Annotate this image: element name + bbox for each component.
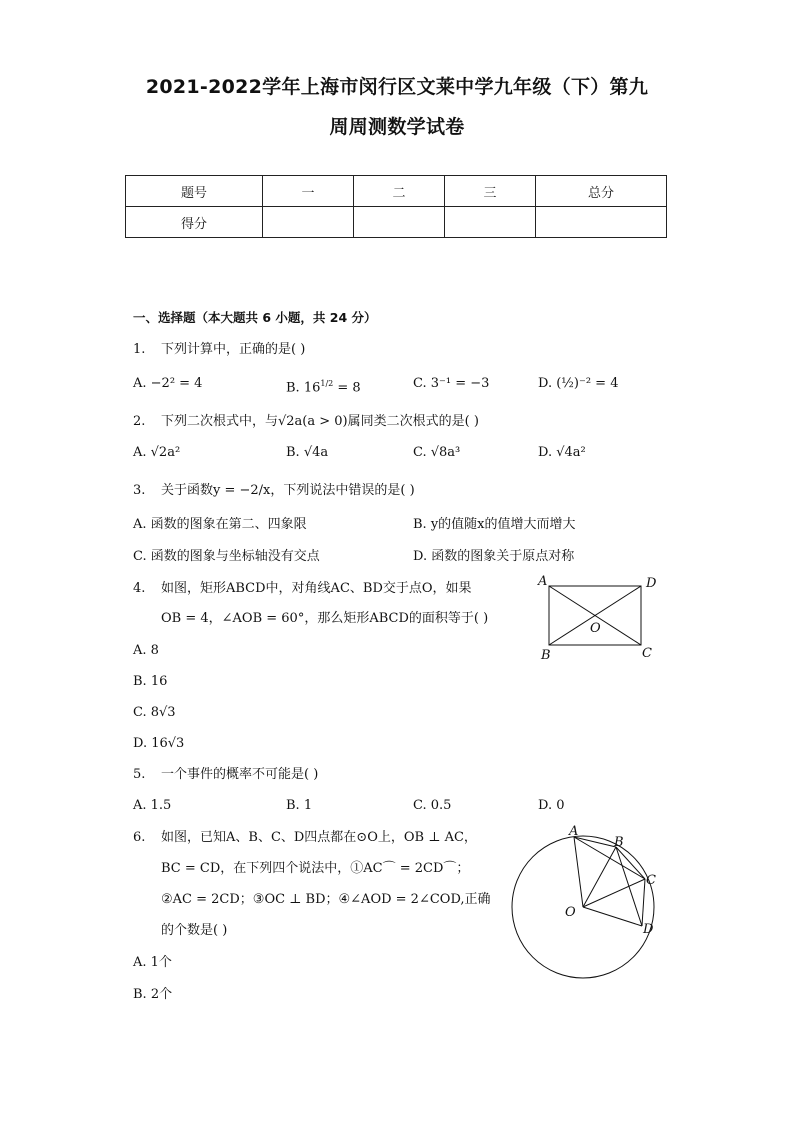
q1-stem: 下列计算中，正确的是( ) (161, 342, 306, 357)
q2-option-c: C. √8a³ (413, 445, 461, 460)
segment-oa (574, 837, 583, 907)
q4-option-b: B. 16 (133, 674, 168, 689)
q4-rectangle-figure (530, 570, 670, 665)
q6-stem-line-1: 如图，已知A、B、C、D四点都在⊙O上，OB ⊥ AC， (161, 830, 477, 845)
q5-stem: 一个事件的概率不可能是( ) (161, 767, 319, 782)
q1-option-c: C. 3⁻¹ = −3 (413, 376, 490, 391)
score-table-score-row (126, 207, 667, 238)
q2-option-b: B. √4a (286, 445, 329, 460)
q3-stem: 关于函数y = −2/x，下列说法中错误的是( ) (161, 483, 415, 498)
q6-label-d: D (643, 922, 654, 937)
q6-stem-line-3: ②AC = 2CD；③OC ⊥ BD；④∠AOD = 2∠COD,正确 (161, 892, 491, 907)
q3-option-d: D. 函数的图象关于原点对称 (413, 549, 575, 564)
q6-label-b: B (614, 835, 624, 850)
title-line-1: 2021-2022学年上海市闵行区文莱中学九年级（下）第九 (145, 76, 649, 98)
q6-option-b: B. 2个 (133, 987, 173, 1002)
q1-number: 1. (133, 342, 146, 357)
q2-option-a: A. √2a² (133, 445, 181, 460)
q6-circle-figure (505, 820, 675, 980)
chord-cd (642, 879, 645, 926)
q5-option-b: B. 1 (286, 798, 313, 813)
score-cell-part3[interactable] (445, 207, 536, 238)
q1-option-b-base: B. 16 (286, 380, 321, 396)
q1-option-d: D. (½)⁻² = 4 (538, 376, 619, 391)
segment-oc (583, 879, 645, 907)
score-table-header-row (126, 176, 667, 207)
q1-option-a: A. −2² = 4 (133, 376, 203, 391)
segment-od (583, 907, 642, 926)
segment-ob (583, 847, 616, 907)
q1-option-b-exponent: 1/2 (320, 379, 334, 388)
q4-label-c: C (642, 646, 652, 661)
q4-stem-line-2: OB = 4，∠AOB = 60°，那么矩形ABCD的面积等于( ) (161, 611, 489, 626)
q6-label-a: A (569, 824, 579, 839)
q5-option-d: D. 0 (538, 798, 565, 813)
q3-option-c: C. 函数的图象与坐标轴没有交点 (133, 549, 320, 564)
q5-option-c: C. 0.5 (413, 798, 452, 813)
q5-number: 5. (133, 767, 146, 782)
title-line-2: 周周测数学试卷 (329, 116, 465, 138)
q4-label-o: O (590, 621, 601, 636)
q3-number: 3. (133, 483, 146, 498)
q2-option-d: D. √4a² (538, 445, 586, 460)
header-cell-total: 总分 (536, 176, 667, 207)
q4-option-a: A. 8 (133, 643, 159, 658)
q4-label-b: B (541, 648, 551, 663)
q6-label-o: O (565, 905, 576, 920)
score-cell-part2[interactable] (354, 207, 445, 238)
score-cell-total[interactable] (536, 207, 667, 238)
score-table (125, 175, 667, 238)
q4-label-a: A (538, 574, 548, 589)
q3-option-b: B. y的值随x的值增大而增大 (413, 517, 576, 532)
q6-number: 6. (133, 830, 146, 845)
header-cell-part1: 一 (263, 176, 354, 207)
chord-ab (574, 837, 616, 847)
q6-option-a: A. 1个 (133, 955, 172, 970)
q1-option-b (286, 375, 361, 397)
q4-number: 4. (133, 581, 146, 596)
section-heading: 一、选择题（本大题共 6 小题，共 24 分） (133, 310, 377, 325)
header-cell-part3: 三 (445, 176, 536, 207)
score-cell-part1[interactable] (263, 207, 354, 238)
q4-option-d: D. 16√3 (133, 736, 185, 751)
chord-bc (616, 847, 645, 879)
q6-stem-line-2: BC = CD，在下列四个说法中，①AC⌒ = 2CD⌒； (161, 861, 470, 876)
q5-option-a: A. 1.5 (133, 798, 172, 813)
q1-option-b-result: = 8 (333, 380, 361, 396)
chord-bd (616, 847, 642, 926)
q2-stem: 下列二次根式中，与√2a(a > 0)属同类二次根式的是( ) (161, 414, 479, 429)
q6-stem-line-4: 的个数是( ) (161, 923, 228, 938)
q2-number: 2. (133, 414, 146, 429)
header-cell-part2: 二 (354, 176, 445, 207)
q4-stem-line-1: 如图，矩形ABCD中，对角线AC、BD交于点O，如果 (161, 581, 472, 596)
q4-label-d: D (646, 576, 657, 591)
q6-label-c: C (646, 873, 656, 888)
score-row-label: 得分 (126, 207, 263, 238)
q4-option-c: C. 8√3 (133, 705, 176, 720)
header-cell-number: 题号 (126, 176, 263, 207)
q3-option-a: A. 函数的图象在第二、四象限 (133, 517, 307, 532)
